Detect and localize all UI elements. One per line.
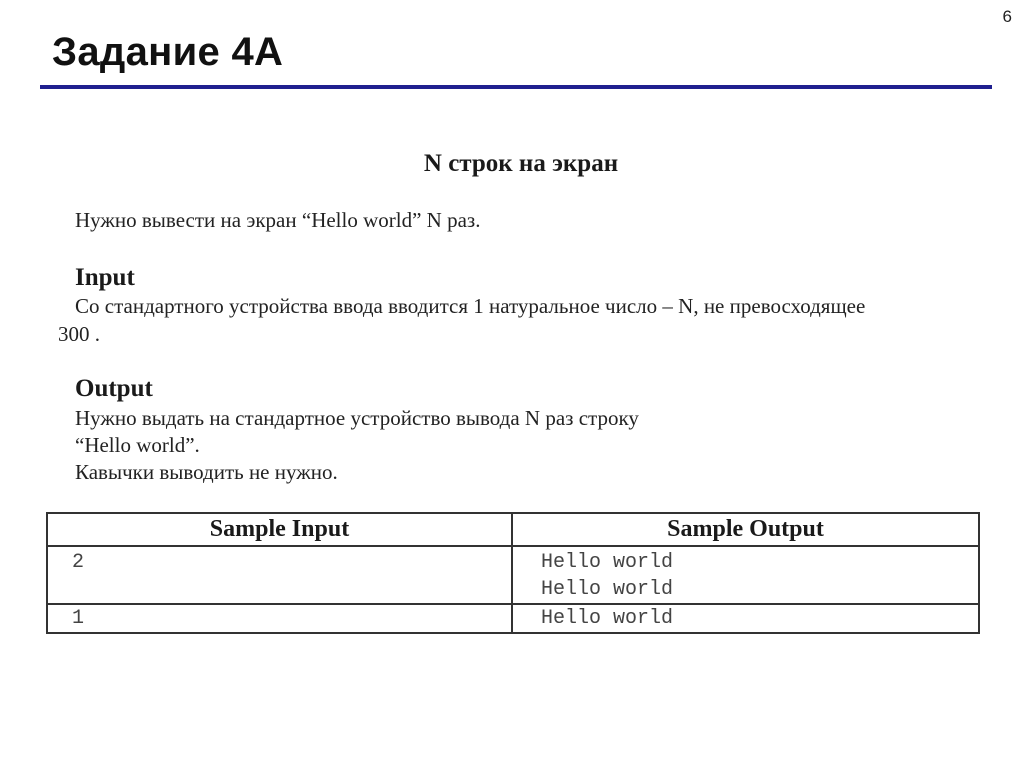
sample-input-cell [47, 546, 512, 604]
output-description-line-1: Нужно выдать на стандартное устройство вывода N раз строку [75, 406, 639, 430]
input-description-line-2: 300 . [58, 322, 100, 346]
input-description-line-1: Со стандартного устройства ввода вводится 1 натуральное число – N, не превосходящее [75, 294, 866, 318]
page-number: 6 [1002, 7, 1012, 26]
sample-input-cell [47, 604, 512, 633]
output-description-line-3: Кавычки выводить не нужно. [75, 460, 338, 484]
input-heading: Input [75, 264, 135, 291]
sample-output-line: Hello world [541, 607, 674, 630]
problem-title: N строк на экран [423, 150, 619, 177]
sample-output-line: Hello world [541, 551, 674, 574]
sample-output-line: Hello world [541, 578, 674, 601]
problem-statement: Нужно вывести на экран “Hello world” N раз. [75, 208, 481, 232]
title-underline [40, 85, 992, 89]
samples-header-row [47, 513, 979, 546]
output-description-line-2: “Hello world”. [75, 433, 200, 457]
sample-output-cell [512, 546, 979, 604]
sample-input-value: 2 [72, 551, 85, 574]
samples-table [46, 512, 980, 634]
sample-input-value: 1 [72, 607, 85, 630]
output-heading: Output [75, 375, 153, 402]
table-row [47, 546, 979, 604]
sample-output-header: Sample Output [512, 513, 979, 546]
table-row [47, 604, 979, 633]
sample-input-header: Sample Input [47, 513, 512, 546]
sample-output-cell [512, 604, 979, 633]
slide-title: Задание 4А [52, 30, 284, 74]
